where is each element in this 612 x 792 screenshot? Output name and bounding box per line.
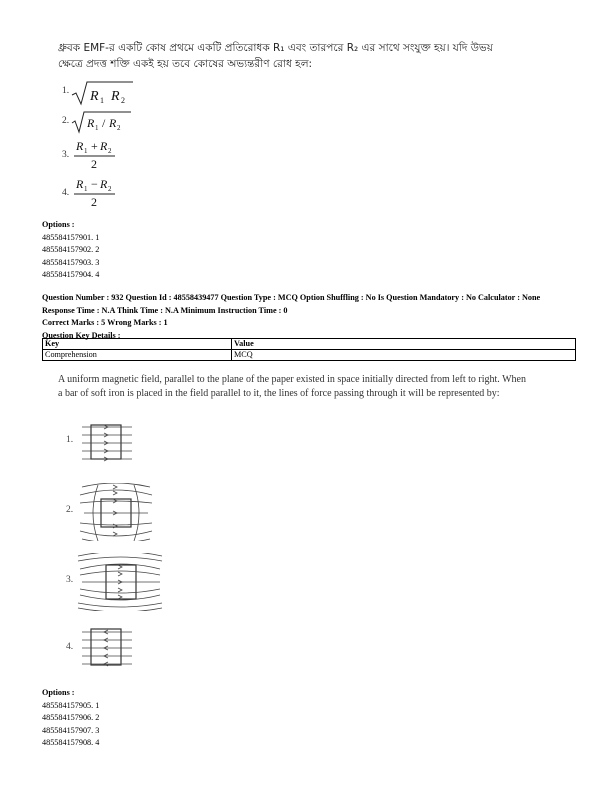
svg-text:R: R: [76, 139, 84, 153]
svg-text:2: 2: [121, 96, 125, 105]
options-list-2: [42, 687, 99, 750]
option-id: 485584157905. 1: [42, 700, 100, 710]
choice-2-formula: [71, 110, 141, 134]
table-header-value: Value: [232, 339, 576, 350]
options-list-1: [42, 219, 99, 282]
table-cell-key: Comprehension: [43, 350, 232, 361]
meta-line: Correct Marks : 5 Wrong Marks : 1: [42, 318, 168, 328]
svg-text:R: R: [100, 177, 108, 191]
question-2-text: A uniform magnetic field, parallel to the plane of the paper existed in space initially directed from left to right. When a bar of soft iron is placed in the field parallel to it, the lines of force passing through it will be represented by:: [58, 374, 526, 399]
svg-text:R: R: [100, 139, 108, 153]
svg-text:2: 2: [108, 185, 112, 193]
svg-text:R: R: [90, 89, 99, 104]
question-key-table: [42, 338, 576, 361]
svg-text:1: 1: [95, 124, 99, 132]
option-id: 485584157903. 3: [42, 257, 100, 267]
svg-text:R: R: [111, 89, 120, 104]
choice-1-formula: [71, 80, 141, 106]
option-id: 485584157902. 2: [42, 245, 100, 255]
field-diagram-3: [74, 553, 164, 611]
svg-text:2: 2: [91, 195, 97, 209]
svg-text:R: R: [109, 116, 117, 130]
question-1-text: [58, 40, 558, 72]
options-heading: Options :: [42, 220, 75, 229]
table-cell-value: MCQ: [232, 350, 576, 361]
options-heading: Options :: [42, 688, 75, 697]
option-id: 485584157904. 4: [42, 270, 100, 280]
svg-text:1: 1: [84, 147, 88, 155]
option-id: 485584157906. 2: [42, 713, 100, 723]
svg-text:2: 2: [91, 157, 97, 171]
meta-line: Question Number : 932 Question Id : 48558439477 Question Type : MCQ Option Shuffling : No Is Question Mandatory : No Calculator : None: [42, 293, 541, 302]
meta-line: Question Key Details :: [42, 330, 121, 340]
question-1-line-1: ধ্রুবক EMF-র একটি কোষ প্রথমে একটি প্রতিরোধক R₁ এবং তারপরে R₂ এর সাথে সংযুক্ত হয়। যদি উভয়: [58, 42, 493, 54]
svg-text:+: +: [91, 139, 98, 153]
table-header-key: Key: [43, 339, 232, 350]
svg-text:R: R: [87, 116, 95, 130]
option-id: 485584157901. 1: [42, 232, 100, 242]
field-diagram-1: [78, 420, 148, 468]
table-row: [43, 350, 576, 361]
question-meta: [42, 292, 582, 342]
choice-4-formula: [71, 176, 131, 210]
svg-text:R: R: [76, 177, 84, 191]
meta-line: Response Time : N.A Think Time : N.A Minimum Instruction Time : 0: [42, 305, 288, 315]
svg-text:2: 2: [117, 124, 121, 132]
field-diagram-4: [78, 624, 148, 672]
svg-text:1: 1: [84, 185, 88, 193]
svg-text:−: −: [91, 177, 98, 191]
option-id: 485584157907. 3: [42, 725, 100, 735]
svg-text:1: 1: [100, 96, 104, 105]
svg-text:/: /: [102, 116, 106, 130]
question-1-line-2: ক্ষেত্রে প্রদত্ত শক্তি একই হয় তবে কোষের অভ্যন্তরীণ রোধ হল:: [58, 58, 313, 70]
svg-text:2: 2: [108, 147, 112, 155]
choice-3-formula: [71, 138, 131, 172]
field-diagram-2: [76, 483, 156, 541]
option-id: 485584157908. 4: [42, 738, 100, 748]
table-header-row: [43, 339, 576, 350]
